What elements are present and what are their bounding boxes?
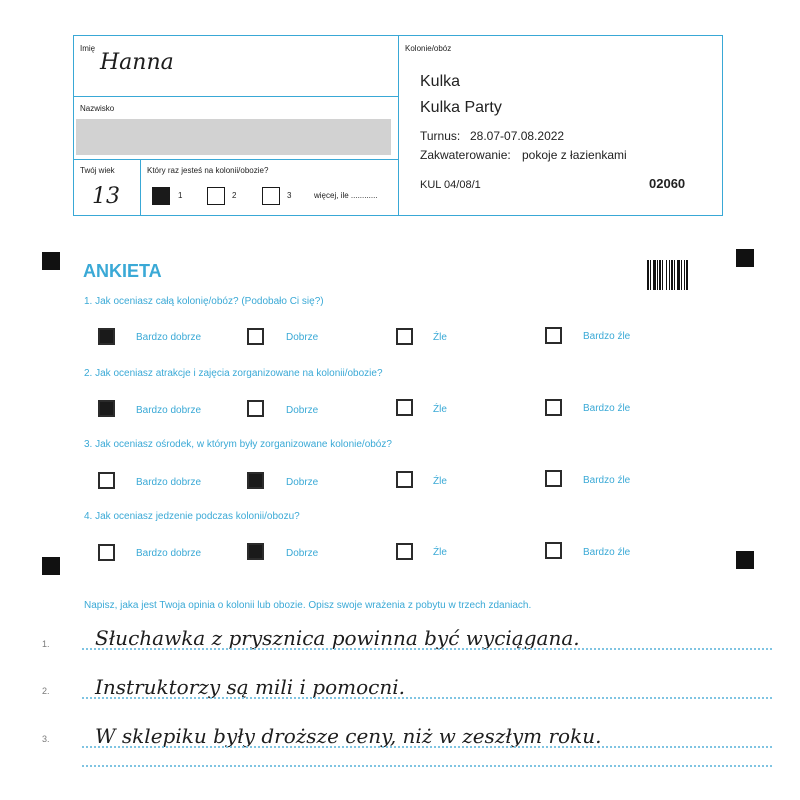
opinion-line-2-rule <box>82 697 772 699</box>
q2-option-bardzo-dobrze[interactable] <box>98 400 115 417</box>
q4-option-dobrze[interactable] <box>247 543 264 560</box>
q4-option-bardzo-dobrze[interactable] <box>98 544 115 561</box>
question-4-text: 4. Jak oceniasz jedzenie podczas kolonii/obozu? <box>84 511 300 522</box>
accommodation-value: pokoje z łazienkami <box>522 148 627 162</box>
q3-option-dobrze[interactable] <box>247 472 264 489</box>
q3-label-zle: Źle <box>433 476 447 487</box>
q1-label-bardzo-zle: Bardzo źle <box>583 331 631 342</box>
q1-option-zle[interactable] <box>396 328 413 345</box>
camp-name: Kulka <box>420 73 461 90</box>
q4-label-bardzo-dobrze: Bardzo dobrze <box>136 548 202 559</box>
question-1-text: 1. Jak oceniasz całą kolonię/obóz? (Podobało Ci się?) <box>84 296 324 307</box>
q1-option-bardzo-zle[interactable] <box>545 327 562 344</box>
q2-label-bardzo-zle: Bardzo źle <box>583 403 631 414</box>
times-checkbox-2[interactable] <box>207 187 225 205</box>
q2-option-bardzo-zle[interactable] <box>545 399 562 416</box>
turnus-value: 28.07-07.08.2022 <box>470 129 565 143</box>
q4-label-zle: Źle <box>433 547 447 558</box>
q4-option-zle[interactable] <box>396 543 413 560</box>
opinion-line-2-number: 2. <box>42 686 50 696</box>
times-option-1: 1 <box>178 191 183 200</box>
opinion-bottom-rule <box>82 765 772 767</box>
q4-label-dobrze: Dobrze <box>286 548 319 559</box>
participant-info-box <box>73 35 723 216</box>
times-option-3: 3 <box>287 191 292 200</box>
surname-redacted <box>76 119 391 155</box>
q1-option-dobrze[interactable] <box>247 328 264 345</box>
age-label: Twój wiek <box>80 166 115 175</box>
q2-label-bardzo-dobrze: Bardzo dobrze <box>136 405 202 416</box>
barcode-bar <box>688 260 689 290</box>
times-checkbox-3[interactable] <box>262 187 280 205</box>
barcode <box>647 260 701 290</box>
opinion-line-3-rule <box>82 746 772 748</box>
opinion-line-1-text[interactable]: Słuchawka z prysznica powinna być wyciągana. <box>95 626 580 650</box>
times-label: Który raz jesteś na kolonii/obozie? <box>147 166 269 175</box>
opinion-prompt: Napisz, jaka jest Twoja opinia o kolonii lub obozie. Opisz swoje wrażenia z pobytu w trzech zdaniach. <box>84 600 532 611</box>
registration-marker-top-left <box>42 252 60 270</box>
turnus-label: Turnus: <box>420 129 461 143</box>
times-option-more: więcej, ile ............ <box>314 191 378 200</box>
registration-marker-top-right <box>736 249 754 267</box>
q1-label-zle: Źle <box>433 332 447 343</box>
times-checkbox-1[interactable] <box>152 187 170 205</box>
q2-label-dobrze: Dobrze <box>286 405 319 416</box>
q2-label-zle: Źle <box>433 404 447 415</box>
question-2-text: 2. Jak oceniasz atrakcje i zajęcia zorganizowane na kolonii/obozie? <box>84 368 383 379</box>
q3-option-zle[interactable] <box>396 471 413 488</box>
opinion-line-1-number: 1. <box>42 639 50 649</box>
survey-title: ANKIETA <box>83 261 162 281</box>
registration-marker-bottom-right <box>736 551 754 569</box>
q3-label-bardzo-dobrze: Bardzo dobrze <box>136 477 202 488</box>
times-option-2: 2 <box>232 191 237 200</box>
camp-code: KUL 04/08/1 <box>420 179 481 191</box>
q2-option-dobrze[interactable] <box>247 400 264 417</box>
q1-label-dobrze: Dobrze <box>286 332 319 343</box>
camp-subname: Kulka Party <box>420 99 502 116</box>
opinion-line-3-text[interactable]: W sklepiku były droższe ceny, niż w zeszłym roku. <box>95 724 602 748</box>
q2-option-zle[interactable] <box>396 399 413 416</box>
q3-option-bardzo-zle[interactable] <box>545 470 562 487</box>
q1-label-bardzo-dobrze: Bardzo dobrze <box>136 332 202 343</box>
question-3-text: 3. Jak oceniasz ośrodek, w którym były zorganizowane kolonie/obóz? <box>84 439 392 450</box>
opinion-line-3-number: 3. <box>42 734 50 744</box>
first-name-value: Hanna <box>100 50 174 75</box>
q4-label-bardzo-zle: Bardzo źle <box>583 547 631 558</box>
q3-label-dobrze: Dobrze <box>286 477 319 488</box>
q3-label-bardzo-zle: Bardzo źle <box>583 475 631 486</box>
opinion-line-1-rule <box>82 648 772 650</box>
accommodation-label: Zakwaterowanie: <box>420 148 511 162</box>
age-value: 13 <box>92 184 120 209</box>
q1-option-bardzo-dobrze[interactable] <box>98 328 115 345</box>
first-name-label: Imię <box>80 44 96 53</box>
q4-option-bardzo-zle[interactable] <box>545 542 562 559</box>
q3-option-bardzo-dobrze[interactable] <box>98 472 115 489</box>
surname-label: Nazwisko <box>80 104 115 113</box>
form-number: 02060 <box>649 176 686 191</box>
registration-marker-bottom-left <box>42 557 60 575</box>
opinion-line-2-text[interactable]: Instruktorzy są mili i pomocni. <box>95 675 405 699</box>
camp-label: Kolonie/obóz <box>405 44 452 53</box>
